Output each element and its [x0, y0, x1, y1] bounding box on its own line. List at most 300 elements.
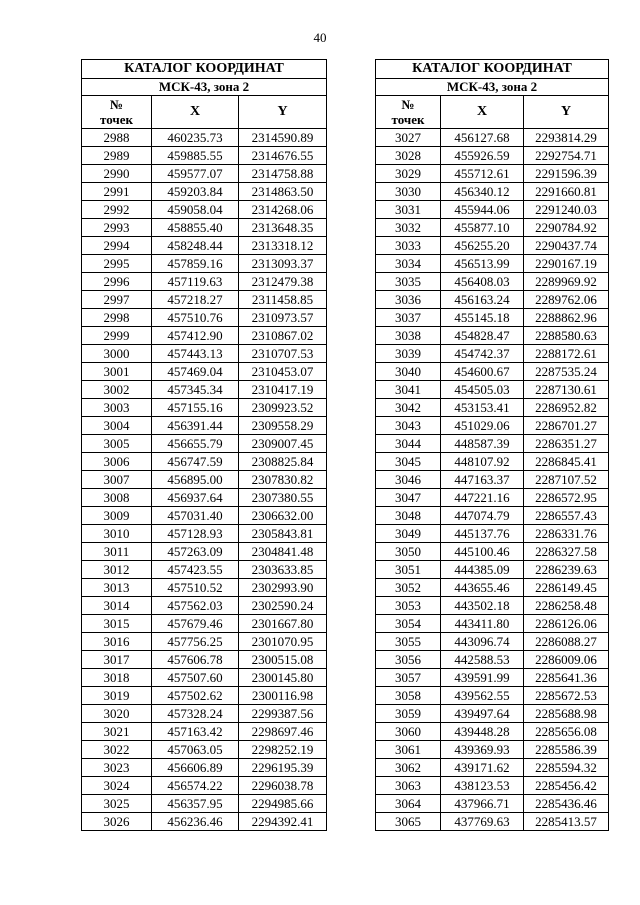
y-coordinate-cell: 2296038.78 [239, 777, 327, 795]
table-row [376, 777, 609, 795]
x-coordinate-cell: 458855.40 [152, 219, 239, 237]
y-coordinate-cell: 2286009.06 [524, 651, 609, 669]
x-coordinate-cell: 445100.46 [441, 543, 524, 561]
y-coordinate-cell: 2310707.53 [239, 345, 327, 363]
point-number-cell: 3057 [376, 669, 441, 687]
point-number-cell: 3032 [376, 219, 441, 237]
x-coordinate-cell: 454742.37 [441, 345, 524, 363]
y-coordinate-cell: 2292754.71 [524, 147, 609, 165]
table-row [376, 183, 609, 201]
y-coordinate-cell: 2300145.80 [239, 669, 327, 687]
y-coordinate-cell: 2310973.57 [239, 309, 327, 327]
x-coordinate-cell: 456391.44 [152, 417, 239, 435]
point-number-cell: 3030 [376, 183, 441, 201]
x-coordinate-cell: 457119.63 [152, 273, 239, 291]
x-coordinate-cell: 457263.09 [152, 543, 239, 561]
y-coordinate-cell: 2290167.19 [524, 255, 609, 273]
y-coordinate-cell: 2314676.55 [239, 147, 327, 165]
x-coordinate-cell: 459203.84 [152, 183, 239, 201]
point-number-cell: 3018 [82, 669, 152, 687]
y-coordinate-cell: 2313318.12 [239, 237, 327, 255]
x-coordinate-cell: 457063.05 [152, 741, 239, 759]
x-coordinate-cell: 456895.00 [152, 471, 239, 489]
x-coordinate-cell: 455145.18 [441, 309, 524, 327]
point-number-cell: 3051 [376, 561, 441, 579]
table-body [82, 129, 327, 831]
x-coordinate-cell: 457510.76 [152, 309, 239, 327]
x-coordinate-cell: 457469.04 [152, 363, 239, 381]
y-coordinate-cell: 2285586.39 [524, 741, 609, 759]
x-coordinate-cell: 457859.16 [152, 255, 239, 273]
point-number-cell: 3023 [82, 759, 152, 777]
y-coordinate-cell: 2286701.27 [524, 417, 609, 435]
y-coordinate-cell: 2286952.82 [524, 399, 609, 417]
y-coordinate-cell: 2287535.24 [524, 363, 609, 381]
point-number-cell: 3024 [82, 777, 152, 795]
x-coordinate-cell: 439369.93 [441, 741, 524, 759]
point-number-cell: 3016 [82, 633, 152, 651]
y-coordinate-cell: 2309923.52 [239, 399, 327, 417]
point-number-cell: 2999 [82, 327, 152, 345]
point-number-cell: 3001 [82, 363, 152, 381]
table-row [82, 201, 327, 219]
table-row [376, 129, 609, 147]
point-number-cell: 3050 [376, 543, 441, 561]
point-number-cell: 3043 [376, 417, 441, 435]
y-coordinate-cell: 2300515.08 [239, 651, 327, 669]
table-row [82, 399, 327, 417]
point-number-cell: 2996 [82, 273, 152, 291]
y-coordinate-cell: 2288580.63 [524, 327, 609, 345]
y-coordinate-cell: 2286572.95 [524, 489, 609, 507]
point-number-cell: 3036 [376, 291, 441, 309]
point-number-cell: 3062 [376, 759, 441, 777]
point-number-cell: 3053 [376, 597, 441, 615]
y-coordinate-cell: 2286557.43 [524, 507, 609, 525]
table-row [376, 759, 609, 777]
y-coordinate-cell: 2291660.81 [524, 183, 609, 201]
y-coordinate-cell: 2285656.08 [524, 723, 609, 741]
column-header-x: X [441, 96, 524, 129]
y-coordinate-cell: 2299387.56 [239, 705, 327, 723]
x-coordinate-cell: 443411.80 [441, 615, 524, 633]
y-coordinate-cell: 2310867.02 [239, 327, 327, 345]
table-row [82, 615, 327, 633]
table-row [376, 219, 609, 237]
table-row [376, 201, 609, 219]
y-coordinate-cell: 2309558.29 [239, 417, 327, 435]
table-row [82, 471, 327, 489]
x-coordinate-cell: 456163.24 [441, 291, 524, 309]
y-coordinate-cell: 2310453.07 [239, 363, 327, 381]
table-row [376, 633, 609, 651]
x-coordinate-cell: 437966.71 [441, 795, 524, 813]
y-coordinate-cell: 2305843.81 [239, 525, 327, 543]
x-coordinate-cell: 458248.44 [152, 237, 239, 255]
x-coordinate-cell: 451029.06 [441, 417, 524, 435]
table-row [376, 741, 609, 759]
x-coordinate-cell: 456236.46 [152, 813, 239, 831]
y-coordinate-cell: 2311458.85 [239, 291, 327, 309]
x-coordinate-cell: 457412.90 [152, 327, 239, 345]
point-number-cell: 3041 [376, 381, 441, 399]
x-coordinate-cell: 456340.12 [441, 183, 524, 201]
coordinate-catalog-table-right [375, 59, 609, 831]
y-coordinate-cell: 2314863.50 [239, 183, 327, 201]
x-coordinate-cell: 456655.79 [152, 435, 239, 453]
y-coordinate-cell: 2309007.45 [239, 435, 327, 453]
point-number-cell: 3040 [376, 363, 441, 381]
y-coordinate-cell: 2298252.19 [239, 741, 327, 759]
x-coordinate-cell: 437769.63 [441, 813, 524, 831]
y-coordinate-cell: 2288862.96 [524, 309, 609, 327]
x-coordinate-cell: 438123.53 [441, 777, 524, 795]
y-coordinate-cell: 2301667.80 [239, 615, 327, 633]
point-number-cell: 2993 [82, 219, 152, 237]
x-coordinate-cell: 447221.16 [441, 489, 524, 507]
y-coordinate-cell: 2286845.41 [524, 453, 609, 471]
y-coordinate-cell: 2304841.48 [239, 543, 327, 561]
x-coordinate-cell: 442588.53 [441, 651, 524, 669]
table-row [376, 237, 609, 255]
point-number-cell: 3054 [376, 615, 441, 633]
column-header-point-number [82, 96, 152, 129]
x-coordinate-cell: 456127.68 [441, 129, 524, 147]
table-row [82, 183, 327, 201]
table-row [82, 363, 327, 381]
table-row [82, 489, 327, 507]
y-coordinate-cell: 2286239.63 [524, 561, 609, 579]
point-number-cell: 3055 [376, 633, 441, 651]
x-coordinate-cell: 443655.46 [441, 579, 524, 597]
table-row [376, 651, 609, 669]
y-coordinate-cell: 2294392.41 [239, 813, 327, 831]
x-coordinate-cell: 456255.20 [441, 237, 524, 255]
table-row [82, 291, 327, 309]
table-row [376, 399, 609, 417]
x-coordinate-cell: 457562.03 [152, 597, 239, 615]
point-number-cell: 3033 [376, 237, 441, 255]
table-row [82, 579, 327, 597]
x-coordinate-cell: 455712.61 [441, 165, 524, 183]
table-row [82, 309, 327, 327]
point-number-cell: 3020 [82, 705, 152, 723]
table-row [82, 633, 327, 651]
x-coordinate-cell: 455877.10 [441, 219, 524, 237]
x-coordinate-cell: 460235.73 [152, 129, 239, 147]
y-coordinate-cell: 2286327.58 [524, 543, 609, 561]
point-number-cell: 3049 [376, 525, 441, 543]
point-number-cell: 3056 [376, 651, 441, 669]
coordinate-catalog-table-left [81, 59, 327, 831]
column-header-points-word: точек [391, 112, 425, 127]
table-row [82, 795, 327, 813]
x-coordinate-cell: 457345.34 [152, 381, 239, 399]
x-coordinate-cell: 443096.74 [441, 633, 524, 651]
y-coordinate-cell: 2302993.90 [239, 579, 327, 597]
table-row [82, 273, 327, 291]
point-number-cell: 3010 [82, 525, 152, 543]
table-row [376, 525, 609, 543]
column-header-point-number [376, 96, 441, 129]
x-coordinate-cell: 456357.95 [152, 795, 239, 813]
x-coordinate-cell: 439562.55 [441, 687, 524, 705]
table-row [376, 579, 609, 597]
table-title: КАТАЛОГ КООРДИНАТ [82, 60, 327, 79]
table-row [82, 741, 327, 759]
point-number-cell: 3064 [376, 795, 441, 813]
table-row [82, 759, 327, 777]
y-coordinate-cell: 2301070.95 [239, 633, 327, 651]
x-coordinate-cell: 457606.78 [152, 651, 239, 669]
point-number-cell: 3025 [82, 795, 152, 813]
y-coordinate-cell: 2285456.42 [524, 777, 609, 795]
y-coordinate-cell: 2286258.48 [524, 597, 609, 615]
table-row [376, 453, 609, 471]
y-coordinate-cell: 2314758.88 [239, 165, 327, 183]
y-coordinate-cell: 2293814.29 [524, 129, 609, 147]
table-row [82, 129, 327, 147]
table-row [376, 435, 609, 453]
table-row [376, 615, 609, 633]
y-coordinate-cell: 2285672.53 [524, 687, 609, 705]
table-row [376, 471, 609, 489]
point-number-cell: 3007 [82, 471, 152, 489]
table-row [82, 327, 327, 345]
y-coordinate-cell: 2314590.89 [239, 129, 327, 147]
x-coordinate-cell: 457128.93 [152, 525, 239, 543]
point-number-cell: 3031 [376, 201, 441, 219]
y-coordinate-cell: 2286126.06 [524, 615, 609, 633]
x-coordinate-cell: 457756.25 [152, 633, 239, 651]
table-row [376, 687, 609, 705]
x-coordinate-cell: 456408.03 [441, 273, 524, 291]
table-row [376, 363, 609, 381]
y-coordinate-cell: 2308825.84 [239, 453, 327, 471]
table-row [376, 291, 609, 309]
table-row [376, 507, 609, 525]
y-coordinate-cell: 2303633.85 [239, 561, 327, 579]
y-coordinate-cell: 2286088.27 [524, 633, 609, 651]
table-row [82, 597, 327, 615]
y-coordinate-cell: 2302590.24 [239, 597, 327, 615]
table-row [82, 777, 327, 795]
x-coordinate-cell: 447074.79 [441, 507, 524, 525]
y-coordinate-cell: 2290437.74 [524, 237, 609, 255]
point-number-cell: 3059 [376, 705, 441, 723]
point-number-cell: 3008 [82, 489, 152, 507]
y-coordinate-cell: 2307380.55 [239, 489, 327, 507]
y-coordinate-cell: 2312479.38 [239, 273, 327, 291]
x-coordinate-cell: 456574.22 [152, 777, 239, 795]
x-coordinate-cell: 457328.24 [152, 705, 239, 723]
table-row [82, 219, 327, 237]
table-row [376, 327, 609, 345]
point-number-cell: 3009 [82, 507, 152, 525]
point-number-cell: 2997 [82, 291, 152, 309]
point-number-cell: 3042 [376, 399, 441, 417]
table-row [82, 435, 327, 453]
page-number: 40 [313, 30, 327, 45]
table-row [82, 543, 327, 561]
y-coordinate-cell: 2285594.32 [524, 759, 609, 777]
table-title: КАТАЛОГ КООРДИНАТ [376, 60, 609, 79]
x-coordinate-cell: 453153.41 [441, 399, 524, 417]
x-coordinate-cell: 448107.92 [441, 453, 524, 471]
column-header-points-word: точек [100, 112, 133, 127]
point-number-cell: 3003 [82, 399, 152, 417]
table-body [376, 129, 609, 831]
x-coordinate-cell: 443502.18 [441, 597, 524, 615]
x-coordinate-cell: 448587.39 [441, 435, 524, 453]
x-coordinate-cell: 454505.03 [441, 381, 524, 399]
y-coordinate-cell: 2300116.98 [239, 687, 327, 705]
y-coordinate-cell: 2285436.46 [524, 795, 609, 813]
y-coordinate-cell: 2310417.19 [239, 381, 327, 399]
column-header-number-sign: № [109, 97, 124, 112]
point-number-cell: 2995 [82, 255, 152, 273]
y-coordinate-cell: 2313093.37 [239, 255, 327, 273]
table-row [376, 309, 609, 327]
point-number-cell: 3061 [376, 741, 441, 759]
table-row [376, 597, 609, 615]
point-number-cell: 2990 [82, 165, 152, 183]
table-row [82, 255, 327, 273]
table-row [376, 417, 609, 435]
x-coordinate-cell: 454600.67 [441, 363, 524, 381]
table-row [376, 489, 609, 507]
x-coordinate-cell: 439448.28 [441, 723, 524, 741]
point-number-cell: 3002 [82, 381, 152, 399]
y-coordinate-cell: 2288172.61 [524, 345, 609, 363]
x-coordinate-cell: 456747.59 [152, 453, 239, 471]
table-row [82, 165, 327, 183]
y-coordinate-cell: 2314268.06 [239, 201, 327, 219]
y-coordinate-cell: 2287107.52 [524, 471, 609, 489]
table-row [82, 525, 327, 543]
x-coordinate-cell: 456937.64 [152, 489, 239, 507]
y-coordinate-cell: 2289969.92 [524, 273, 609, 291]
point-number-cell: 3022 [82, 741, 152, 759]
table-row [82, 813, 327, 831]
point-number-cell: 2989 [82, 147, 152, 165]
x-coordinate-cell: 459577.07 [152, 165, 239, 183]
table-row [376, 147, 609, 165]
table-row [82, 417, 327, 435]
x-coordinate-cell: 455944.06 [441, 201, 524, 219]
point-number-cell: 3004 [82, 417, 152, 435]
point-number-cell: 3026 [82, 813, 152, 831]
table-row [376, 381, 609, 399]
x-coordinate-cell: 444385.09 [441, 561, 524, 579]
point-number-cell: 3038 [376, 327, 441, 345]
y-coordinate-cell: 2298697.46 [239, 723, 327, 741]
table-row [82, 147, 327, 165]
x-coordinate-cell: 439171.62 [441, 759, 524, 777]
table-row [376, 273, 609, 291]
point-number-cell: 3047 [376, 489, 441, 507]
x-coordinate-cell: 456606.89 [152, 759, 239, 777]
x-coordinate-cell: 455926.59 [441, 147, 524, 165]
y-coordinate-cell: 2296195.39 [239, 759, 327, 777]
point-number-cell: 2988 [82, 129, 152, 147]
y-coordinate-cell: 2290784.92 [524, 219, 609, 237]
y-coordinate-cell: 2285688.98 [524, 705, 609, 723]
point-number-cell: 3014 [82, 597, 152, 615]
column-header-y: Y [524, 96, 609, 129]
x-coordinate-cell: 445137.76 [441, 525, 524, 543]
point-number-cell: 3044 [376, 435, 441, 453]
table-row [82, 561, 327, 579]
y-coordinate-cell: 2291240.03 [524, 201, 609, 219]
point-number-cell: 3048 [376, 507, 441, 525]
point-number-cell: 3045 [376, 453, 441, 471]
table-row [376, 345, 609, 363]
column-header-y: Y [239, 96, 327, 129]
point-number-cell: 3039 [376, 345, 441, 363]
table-subtitle: МСК-43, зона 2 [82, 79, 327, 96]
point-number-cell: 3019 [82, 687, 152, 705]
table-row [82, 237, 327, 255]
table-row [82, 507, 327, 525]
x-coordinate-cell: 457679.46 [152, 615, 239, 633]
point-number-cell: 3021 [82, 723, 152, 741]
point-number-cell: 3015 [82, 615, 152, 633]
x-coordinate-cell: 457218.27 [152, 291, 239, 309]
y-coordinate-cell: 2286149.45 [524, 579, 609, 597]
table-row [376, 543, 609, 561]
y-coordinate-cell: 2285413.57 [524, 813, 609, 831]
point-number-cell: 3052 [376, 579, 441, 597]
y-coordinate-cell: 2313648.35 [239, 219, 327, 237]
point-number-cell: 3000 [82, 345, 152, 363]
table-row [376, 255, 609, 273]
table-row [376, 723, 609, 741]
table-subtitle: МСК-43, зона 2 [376, 79, 609, 96]
table-row [82, 687, 327, 705]
x-coordinate-cell: 457031.40 [152, 507, 239, 525]
point-number-cell: 3013 [82, 579, 152, 597]
table-row [376, 561, 609, 579]
x-coordinate-cell: 439497.64 [441, 705, 524, 723]
point-number-cell: 3028 [376, 147, 441, 165]
x-coordinate-cell: 459058.04 [152, 201, 239, 219]
y-coordinate-cell: 2287130.61 [524, 381, 609, 399]
table-row [376, 705, 609, 723]
table-row [376, 669, 609, 687]
y-coordinate-cell: 2286331.76 [524, 525, 609, 543]
x-coordinate-cell: 457163.42 [152, 723, 239, 741]
table-row [82, 453, 327, 471]
point-number-cell: 3012 [82, 561, 152, 579]
y-coordinate-cell: 2289762.06 [524, 291, 609, 309]
table-row [376, 813, 609, 831]
x-coordinate-cell: 459885.55 [152, 147, 239, 165]
point-number-cell: 3029 [376, 165, 441, 183]
point-number-cell: 3063 [376, 777, 441, 795]
point-number-cell: 2994 [82, 237, 152, 255]
point-number-cell: 3046 [376, 471, 441, 489]
point-number-cell: 3035 [376, 273, 441, 291]
point-number-cell: 3058 [376, 687, 441, 705]
x-coordinate-cell: 447163.37 [441, 471, 524, 489]
point-number-cell: 3027 [376, 129, 441, 147]
point-number-cell: 3017 [82, 651, 152, 669]
table-row [376, 165, 609, 183]
table-row [82, 723, 327, 741]
x-coordinate-cell: 457502.62 [152, 687, 239, 705]
x-coordinate-cell: 439591.99 [441, 669, 524, 687]
